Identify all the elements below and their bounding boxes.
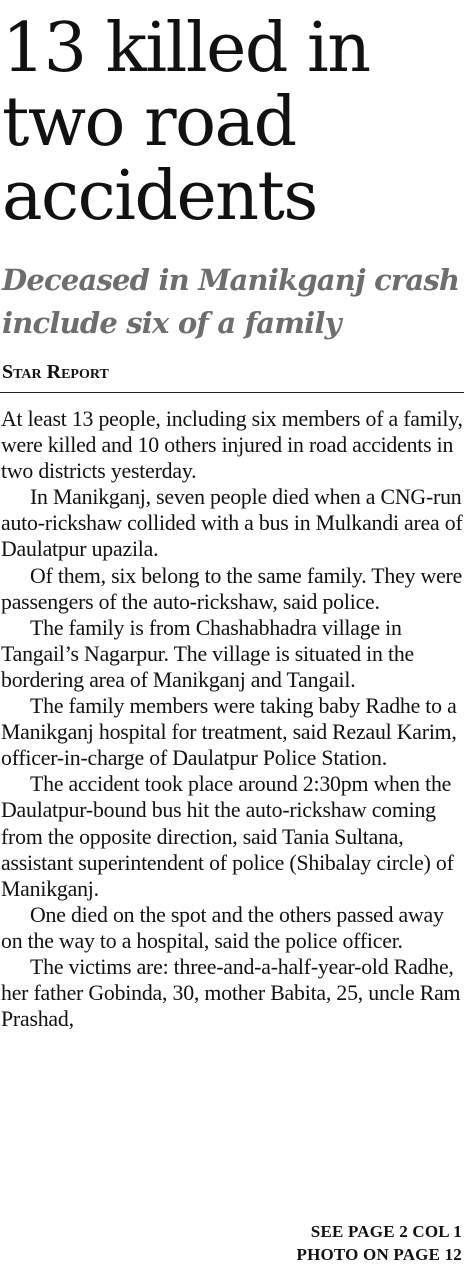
paragraph: The family is from Chashabhadra village in Tangail’s Nagarpur. The village is situated in the bordering area of Manikganj and Tangail. [1, 615, 415, 692]
photo-reference-line: PHOTO ON PAGE 12 [296, 1245, 462, 1264]
byline: Star Report [2, 361, 109, 383]
paragraph: The family members were taking baby Radhe to a Manikganj hospital for treatment, said Rezaul Karim, officer-in-charge of Daulatpur Police Station. [1, 694, 457, 771]
paragraph: One died on the spot and the others passed away on the way to a hospital, said the police officer. [1, 902, 444, 953]
byline-divider [0, 392, 464, 393]
paragraph: In Manikganj, seven people died when a CNG-run auto-rickshaw collided with a bus in Mulkandi area of Daulatpur upazila. [1, 485, 463, 562]
paragraph: The victims are: three-and-a-half-year-old Radhe, her father Gobinda, 30, mother Babita, 25, uncle Ram Prashad, [1, 954, 461, 1032]
headline: 13 killed in two road accidents [2, 9, 370, 236]
paragraph: Of them, six belong to the same family. They were passengers of the auto-rickshaw, said police. [1, 563, 463, 614]
article-body [1, 406, 463, 1032]
paragraph: The accident took place around 2:30pm when the Daulatpur-bound bus hit the auto-rickshaw coming from the opposite direction, said Tania Sultana, assistant superintendent of police (Shibalay circle) of Manikganj. [1, 772, 454, 901]
paragraph: At least 13 people, including six members of a family, were killed and 10 others injured in road accidents in two districts yesterday. [1, 407, 463, 484]
deck-subheadline: Deceased in Manikganj crash include six of a family [2, 263, 460, 340]
continuation-jump-line: SEE PAGE 2 COL 1 [310, 1222, 462, 1241]
